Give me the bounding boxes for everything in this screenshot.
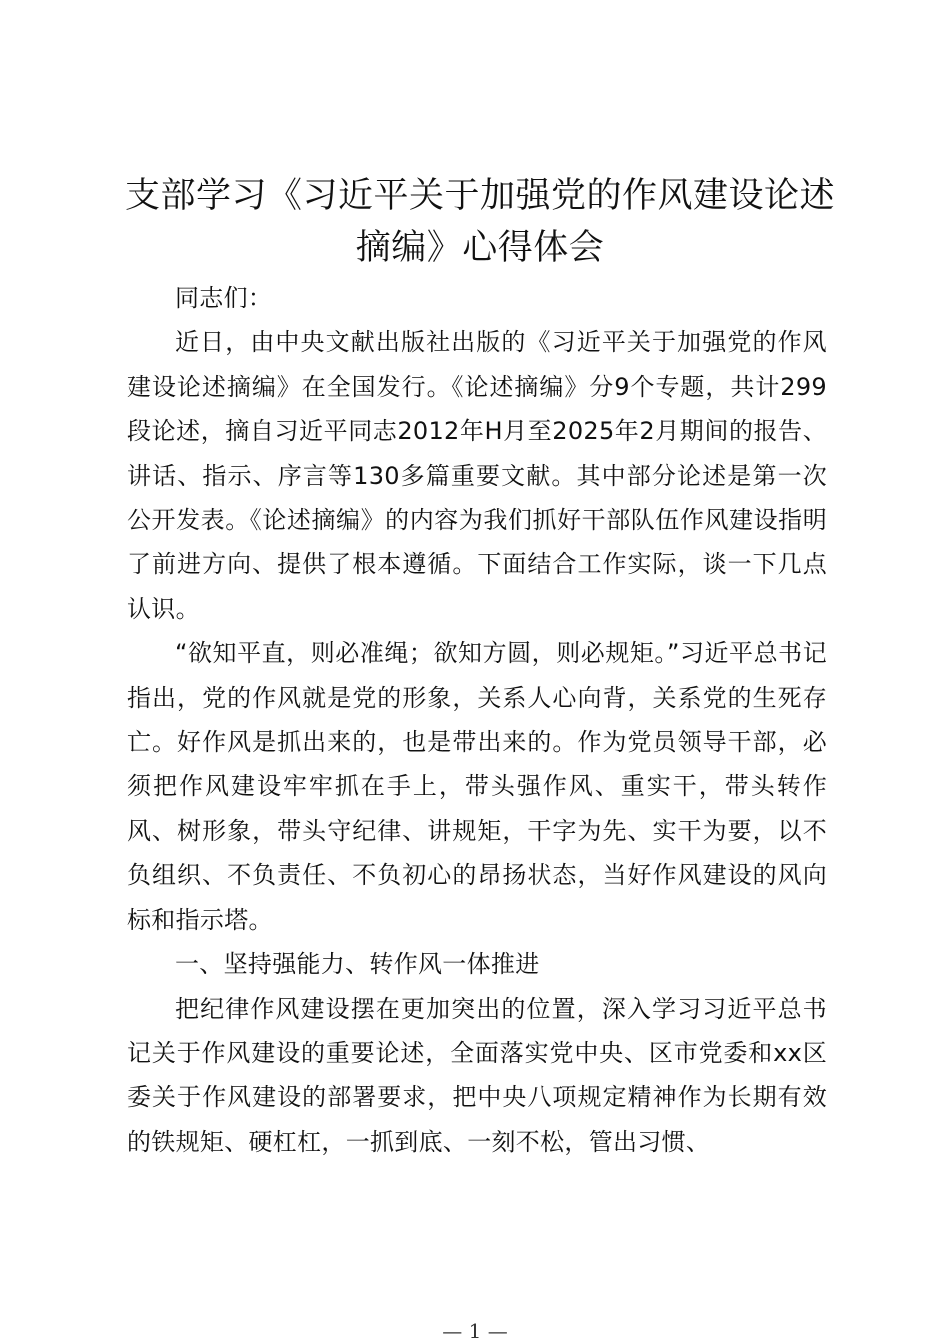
- body-paragraph: 近日，由中央文献出版社出版的《习近平关于加强党的作风建设论述摘编》在全国发行。《论述摘编》分9个专题，共计299段论述，摘自习近平同志2012年H月至2025年2月期间的报告、讲话、指示、序言等130多篇重要文献。其中部分论述是第一次公开发表。《论述摘编》的内容为我们抓好干部队伍作风建设指明了前进方向、提供了根本遵循。下面结合工作实际，谈一下几点认识。: [127, 328, 827, 623]
- document-body: [127, 276, 827, 1164]
- salutation: 同志们：: [175, 284, 273, 312]
- document-title: 支部学习《习近平关于加强党的作风建设论述摘编》心得体会: [124, 176, 835, 268]
- body-paragraph: 把纪律作风建设摆在更加突出的位置，深入学习习近平总书记关于作风建设的重要论述，全面落实党中央、区市党委和xx区委关于作风建设的部署要求，把中央八项规定精神作为长期有效的铁规矩、硬杠杠，一抓到底、一刻不松，管出习惯、: [127, 994, 827, 1156]
- section-heading: 一、坚持强能力、转作风一体推进: [175, 950, 540, 979]
- body-paragraph: “欲知平直，则必准绳；欲知方圆，则必规矩。”习近平总书记指出，党的作风就是党的形象，关系人心向背，关系党的生死存亡。好作风是抓出来的，也是带出来的。作为党员领导干部，必须把作风建设牢牢抓在手上，带头强作风、重实干，带头转作风、树形象，带头守纪律、讲规矩，干字为先、实干为要，以不负组织、不负责任、不负初心的昂扬状态，当好作风建设的风向标和指示塔。: [127, 639, 827, 934]
- page-number: — 1 —: [442, 1319, 508, 1343]
